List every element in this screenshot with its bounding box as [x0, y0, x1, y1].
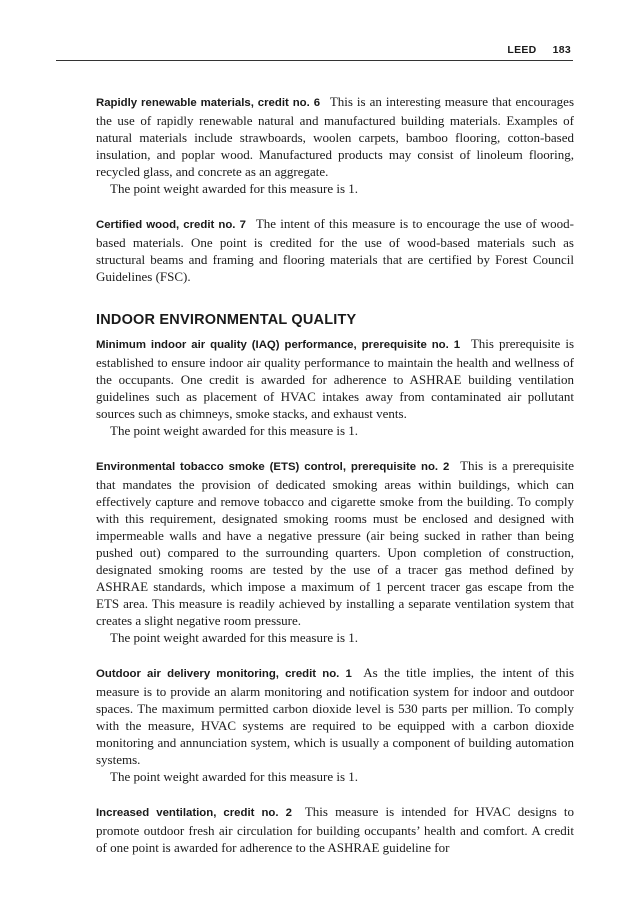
- paragraph-minimum-iaq: [96, 335, 574, 422]
- paragraph-ets-control: [96, 457, 574, 629]
- section-heading: INDOOR ENVIRONMENTAL QUALITY: [96, 312, 357, 328]
- point-note: The point weight awarded for this measure is 1.: [110, 423, 359, 438]
- running-title: LEED: [507, 44, 537, 56]
- page-number: 183: [552, 44, 571, 56]
- paragraph-text: This is a prerequisite that mandates the provision of dedicated smoking areas within buildings, which can effectively capture and remove tobacco and cigarette smoke from the building. To comply with this requirement, designated smoking rooms must be enclosed and designed with impermeable walls and have a negative pressure (air being sucked in rather than being pushed out) compared to the surrounding quarters. Upon completion of construction, designated smoking rooms are tested by the use of a tracer gas method defined by ASHRAE standards, which impose a maximum of 1 percent tracer gas escape from the ETS area. This measure is readily achieved by installing a separate ventilation system that creates a slight negative room pressure.: [96, 458, 574, 628]
- point-note: The point weight awarded for this measure is 1.: [110, 630, 359, 645]
- paragraph-text: This is an interesting measure that encourages the use of rapidly renewable natural and manufactured building materials. Examples of natural materials include strawboards, woolen carpets, bamboo flooring, cotton-based insulation, and poplar wood. Manufactured products may consist of linoleum flooring, recycled glass, and concrete as an aggregate.: [96, 94, 574, 179]
- spacer: [96, 439, 574, 457]
- body-text: [96, 93, 574, 856]
- runin-heading: Increased ventilation, credit no. 2: [96, 807, 292, 819]
- runin-heading: Rapidly renewable materials, credit no. 6: [96, 97, 321, 109]
- header-rule: [56, 60, 573, 61]
- spacer: [96, 285, 574, 303]
- paragraph-text: The intent of this measure is to encourage the use of wood-based materials. One point is credited for the use of wood-based materials such as structural beams and framing and flooring materials that are certified by Forest Council Guidelines (FSC).: [96, 216, 575, 284]
- runin-heading: Certified wood, credit no. 7: [96, 219, 246, 231]
- paragraph-text: As the title implies, the intent of this measure is to provide an alarm monitoring and notification system for indoor and outdoor spaces. The maximum permitted carbon dioxide level is 530 parts per million. To comply with the measure, HVAC systems are required to be equipped with a carbon dioxide monitoring and annunciation system, which is usually a component of building automation systems.: [96, 665, 574, 767]
- paragraph-outdoor-air-monitoring: [96, 664, 574, 768]
- runin-heading: Minimum indoor air quality (IAQ) performance, prerequisite no. 1: [96, 339, 461, 351]
- paragraph-rapidly-renewable-materials: [96, 93, 574, 180]
- spacer: [96, 646, 574, 664]
- paragraph-increased-ventilation: [96, 803, 574, 856]
- spacer: [96, 197, 574, 215]
- paragraph-certified-wood: [96, 215, 574, 285]
- runin-heading: Outdoor air delivery monitoring, credit no. 1: [96, 668, 352, 680]
- spacer: [96, 785, 574, 803]
- point-note: The point weight awarded for this measure is 1.: [110, 181, 359, 196]
- runin-heading: Environmental tobacco smoke (ETS) control, prerequisite no. 2: [96, 461, 450, 473]
- running-head: [56, 44, 571, 60]
- paragraph-text: This measure is intended for HVAC designs to promote outdoor fresh air circulation for building occupants’ health and comfort. A credit of one point is awarded for adherence to the ASHRAE guideline for: [96, 804, 575, 855]
- paragraph-text: This prerequisite is established to ensure indoor air quality performance to maintain the health and wellness of the occupants. One credit is awarded for adherence to ASHRAE building ventilation guidelines such as placement of HVAC intakes away from contaminated air pollutant sources such as chimneys, smoke stacks, and exhaust vents.: [96, 336, 575, 421]
- point-note: The point weight awarded for this measure is 1.: [110, 769, 359, 784]
